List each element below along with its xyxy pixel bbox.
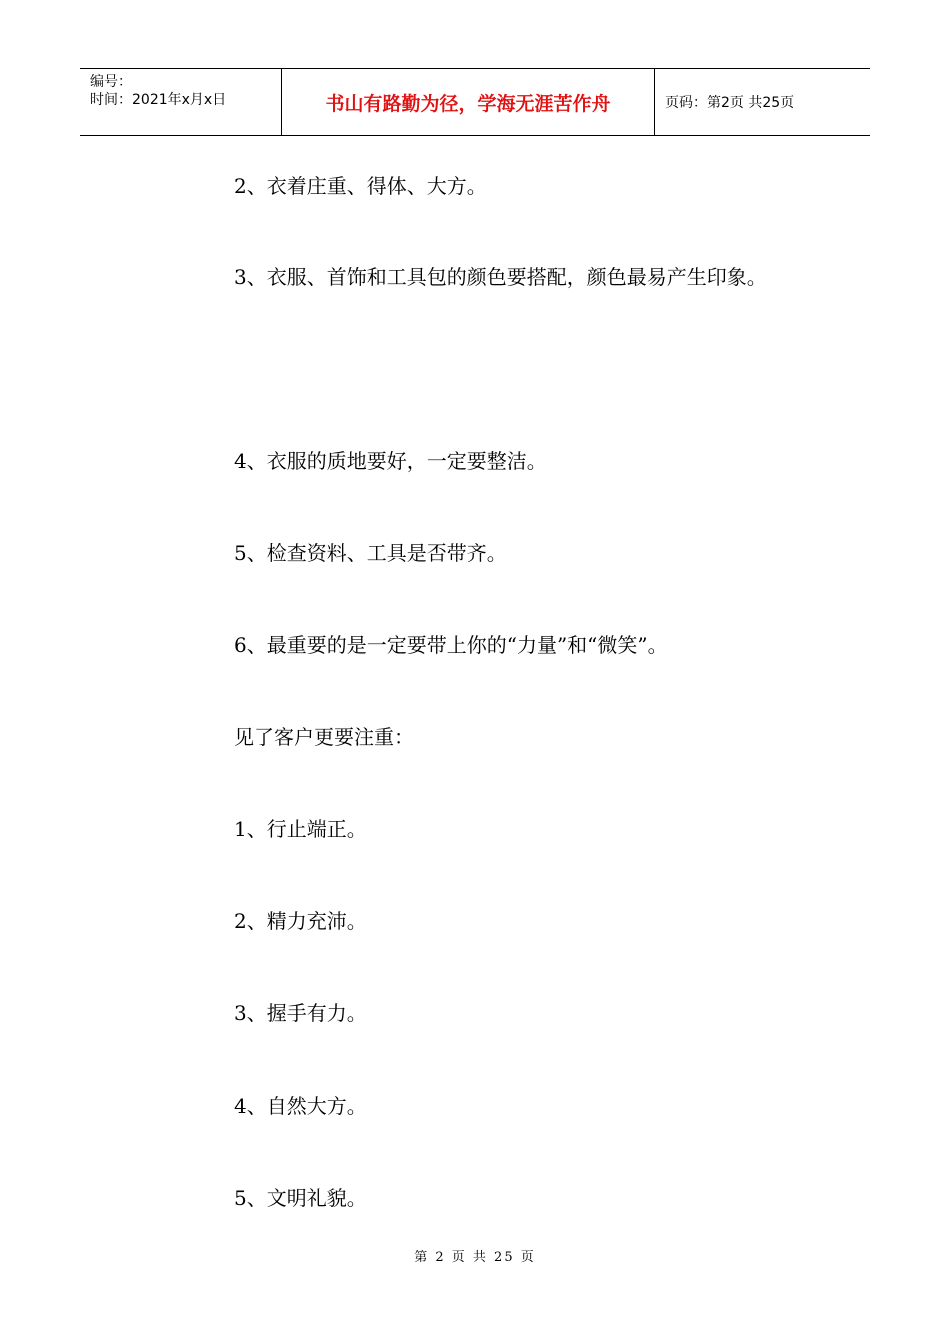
body-line: 5、检查资料、工具是否带齐。 (234, 541, 507, 565)
header-meta (80, 69, 282, 135)
header-page-info: 页码：第2页 共25页 (665, 95, 795, 111)
body-line: 2、精力充沛。 (234, 909, 367, 933)
body-line: 2、衣着庄重、得体、大方。 (234, 174, 487, 198)
body-line: 4、衣服的质地要好，一定要整洁。 (234, 449, 547, 473)
page-header (80, 68, 870, 136)
time-label: 时间：2021年x月x日 (90, 92, 227, 108)
number-label: 编号： (90, 74, 132, 90)
header-motto: 书山有路勤为径，学海无涯苦作舟 (282, 69, 655, 135)
body-line: 3、衣服、首饰和工具包的颜色要搭配，颜色最易产生印象。 (234, 265, 767, 289)
body-line: 4、自然大方。 (234, 1094, 367, 1118)
body-line: 6、最重要的是一定要带上你的“力量”和“微笑”。 (234, 633, 668, 657)
section-heading: 见了客户更要注重： (234, 725, 414, 749)
body-line: 5、文明礼貌。 (234, 1186, 367, 1210)
page-footer: 第 2 页 共 25 页 (414, 1250, 536, 1265)
body-line: 3、握手有力。 (234, 1001, 367, 1025)
body-line: 1、行止端正。 (234, 817, 367, 841)
